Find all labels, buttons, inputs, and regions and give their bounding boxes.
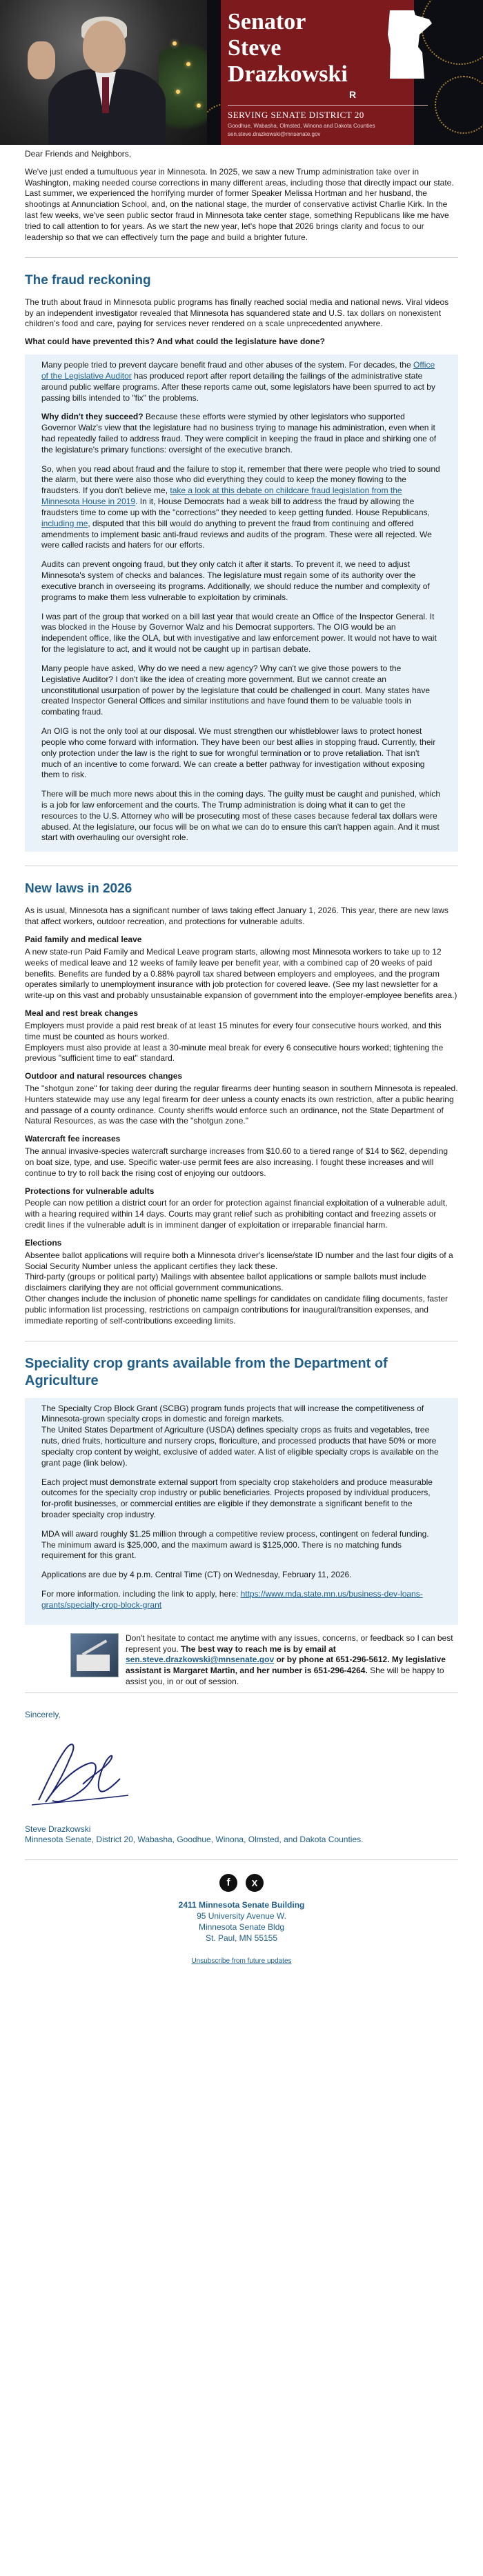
- fraud-paragraph: The truth about fraud in Minnesota public programs has finally reached social media and national news. Viral videos by an independent investigator revealed that Minnesota has squandered state and U.S. tax dollars on nonexistent children's food and care, paying for services never rendered on a scale unprecedented anywhere.: [25, 297, 449, 329]
- grants-heading: Speciality crop grants available from the Department of Agriculture: [25, 1355, 388, 1388]
- fraud-box-paragraph: An OIG is not the only tool at our disposal. We must strengthen our whistleblower laws to protect honest people who come forward with information. They have been our best allies in stopping fraud. Currently, their only protection under the law is the right to sue for wrongful termination or to prove retaliation. That isn't much of an incentive to come forward. We can create a better pathway for investigation without exposing them to risk.: [41, 726, 436, 780]
- fraud-box-paragraph: There will be much more news about this in the coming days. The guilty must be caught and punished, which is a job for law enforcement and the courts. The Trump administration is doing what it can to get the resources to the U.S. Attorney who will be prosecuting most of these cases because federal tax dollars were abused. At the legislature, our focus will be on what we can do to ensure this can't happen again. And it must start with overhauling our oversight role.: [41, 789, 441, 843]
- law-subheading: Protections for vulnerable adults: [25, 1186, 155, 1196]
- fraud-heading: The fraud reckoning: [25, 272, 151, 288]
- laws-intro: As is usual, Minnesota has a significant number of laws taking effect January 1, 2026. This year, there are new laws that affect workers, outdoor recreation, and protections for vulnerable adults.: [25, 906, 448, 927]
- law-body: A new state-run Paid Family and Medical Leave program starts, allowing most Minnesota workers to take up to 12 weeks of medical leave and 12 weeks of family leave per benefit year, with a combined cap of 20 weeks of paid benefits. Benefits are funded by a 0.88% payroll tax shared between employers and employees, and the program operates similarly to unemployment insurance with job protection for covered leave. (See my last newsletter for a write-up on this vast and probably unsustainable expansion of government into the employer-employee benefits area.): [25, 946, 457, 1001]
- fraud-question: What could have prevented this? And what could the legislature have done?: [25, 337, 325, 347]
- writing-photo: [70, 1633, 119, 1677]
- grant-paragraph: MDA will award roughly $1.25 million through a competitive review process, contingent on federal funding. The minimum award is $25,000, and the maximum award is $125,000. There is no matching funds requirement for this grant.: [41, 1528, 429, 1561]
- law-body: People can now petition a district court for an order for protection against financial exploitation of a vulnerable adult, with a hearing required within 14 days. Courts may grant relief such as prohibiting contact and freezing assets or credit lines if the vulnerable adult is in imminent danger of exploitation or irreparable financial harm.: [25, 1198, 448, 1230]
- office-building: 2411 Minnesota Senate Building: [178, 1900, 305, 1910]
- law-subheading: Watercraft fee increases: [25, 1134, 121, 1144]
- laws-heading: New laws in 2026: [25, 881, 132, 897]
- header-divider: [228, 105, 428, 106]
- law-body: Other changes include the inclusion of phonetic name spellings for candidates on candidate filing documents, faster public information list processing, restrictions on campaign contributions for inaugural/transition expenses, and immediate reporting of self-contributions exceeding limits.: [25, 1294, 448, 1326]
- contact-text: Don't hesitate to contact me anytime with any issues, concerns, or feedback so I can best represent you. The best way to reach me is by email at sen.steve.drazkowski@mnsenate.gov or by phone at 651-296-5612. My legislative assistant is Margaret Martin, and her number is 651-296-4264. She will be happy to assist you, in or out of session.: [126, 1633, 453, 1687]
- office-address-line: Minnesota Senate Bldg: [198, 1921, 285, 1932]
- fraud-box-paragraph: Audits can prevent ongoing fraud, but they only catch it after it starts. To prevent it, we need to adjust Minnesota's system of checks and balances. The legislature must regain some of its authority over the executive branch in overseeing its programs. Additionally, we should reduce the number and complexity of programs to make them less vulnerable to exploitation by criminals.: [41, 559, 430, 602]
- fraud-callout-box: [25, 355, 458, 852]
- signature-subtitle: Minnesota Senate, District 20, Wabasha, Goodhue, Winona, Olmsted, and Dakota Counties.: [25, 1835, 364, 1845]
- senator-photo: [0, 0, 207, 145]
- law-body: Employers must provide a paid rest break of at least 15 minutes for every four consecutive hours worked, and this time must be counted as hours worked.: [25, 1020, 442, 1041]
- grants-callout-box: [25, 1398, 458, 1625]
- header-title-line3: Drazkowski: [228, 61, 348, 87]
- header-email: sen.steve.drazkowski@mnsenate.gov: [228, 131, 321, 137]
- closing-sincerely: Sincerely,: [25, 1709, 61, 1719]
- header-title-line1: Senator: [228, 9, 306, 34]
- grant-paragraph: Applications are due by 4 p.m. Central Time (CT) on Wednesday, February 11, 2026.: [41, 1570, 352, 1580]
- grant-link[interactable]: https://www.mda.state.mn.us/business-dev-loans-grants/specialty-crop-block-grant: [41, 1589, 423, 1610]
- intro-paragraph: We've just ended a tumultuous year in Minnesota. In 2025, we saw a new Trump administration take over in Washington, making needed course corrections in many different areas, including those that directly impact our state. Last summer, we experienced the horrifying murder of former Speaker Melissa Hortman and her husband, the shootings at Annunciation School, and, on the national stage, the murder of conservative activist Charlie Kirk. In the last few weeks, we've seen public sector fraud in Minnesota take center stage, something Republicans like me have tried to call attention to for years. As we start the new year, let's hope that 2026 brings clarity and focus to our leadership so that we can effectively turn the page and build a brighter future.: [25, 166, 454, 242]
- fraud-box-paragraph: Many people have asked, Why do we need a new agency? Why can't we give those powers to the Legislative Auditor? I don't like the idea of creating more government. But we cannot create an unconstitutional usurpation of power by the legislature that could be challenged in court. Many states have created Inspector General Offices and similar institutions and have found them to be valuable tools in combating fraud.: [41, 663, 431, 717]
- office-address-line: 95 University Avenue W.: [197, 1911, 286, 1921]
- law-body: Employers must also provide at least a 30-minute meal break for every 6 consecutive hours worked; tightening the previous "sufficient time to eat" standard.: [25, 1042, 444, 1064]
- law-body: The "shotgun zone" for taking deer during the regular firearms deer hunting season in southern Minnesota is repealed. Hunters statewide may use any legal firearm for deer unless a county enacts its own restriction, after a public hearing and passage of a county ordinance. County sheriffs would enforce such an ordinance, not the State Department of Natural Resources, as was the case with the "shotgun zone.": [25, 1083, 458, 1126]
- office-address-line: St. Paul, MN 55155: [205, 1933, 278, 1943]
- new-laws-section: [25, 880, 458, 1326]
- grant-paragraph: For more information. including the link to apply, here: https://www.mda.state.mn.us/business-dev-loans-grants/specialty-crop-block-grant: [41, 1589, 423, 1610]
- social-links: [25, 1874, 458, 1892]
- law-body: Absentee ballot applications will require both a Minnesota driver's license/state ID number and the last four digits of a Social Security Number unless the applicant certifies they lack these.: [25, 1250, 453, 1271]
- grant-paragraph: Each project must demonstrate external support from specialty crop stakeholders and produce measurable outcomes for the specialty crop industry or public beneficiaries. Projects proposed by individual producers, for-profit businesses, or commercial entities are eligible if they demonstrate a significant benefit to the broader specialty crop industry.: [41, 1477, 433, 1519]
- signature: [25, 1721, 458, 1824]
- fraud-box-paragraph: So, when you read about fraud and the failure to stop it, remember that there were people who tried to sound the alarm, but there were also those who did everything they could to keep the money flowing to the fraudsters. If you don't believe me, take a look at this debate on childcare fraud legislation from the Minnesota House in 2019. In it, House Democrats had a weak bill to address the fraud by allowing the fraudsters time to come up with the "corrections" they needed to keep getting funded. House Republicans, including me, disputed that this bill would do anything to prevent the fraud from continuing and offered amendments to implement basic anti-fraud reviews and audits of the program. These were all rejected. We were called racists and haters for our efforts.: [41, 463, 440, 550]
- fraud-box-paragraph: Many people tried to prevent daycare benefit fraud and other abuses of the system. For decades, the Office of the Legislative Auditor has produced report after report detailing the failings of the administrative state around public welfare programs. After these reports came out, some legislators have been spurred to act by passing bills intended to "fix" the problems.: [41, 360, 435, 403]
- republican-logo: R: [349, 89, 357, 100]
- district-label: SERVING SENATE DISTRICT 20: [228, 110, 364, 120]
- fraud-box-paragraph: I was part of the group that worked on a bill last year that would create an Office of the Inspector General. It was blocked in the House by Governor Walz and his Democrat supporters. The OIG would be an independent office, like the OLA, but with investigative and law enforcement power. It would not have to wait for the legislature to act, and it would not be caught up in partisan debate.: [41, 611, 437, 655]
- contact-block: [25, 1633, 458, 1687]
- header-title-line2: Steve: [228, 35, 282, 61]
- contact-email-link[interactable]: sen.steve.drazkowski@mnsenate.gov: [126, 1655, 275, 1665]
- fraud-box-paragraph: Why didn't they succeed? Because these efforts were stymied by other legislators who supported Governor Walz's view that the legislature had no business trying to manage his administration, even when it had repeatedly failed to address fraud. They were complicit in keeping the fraud in place and shirking one of the legislature's primary functions: oversight of the executive branch.: [41, 412, 437, 455]
- law-subheading: Elections: [25, 1237, 62, 1248]
- footer: [25, 1874, 458, 1975]
- debate-link[interactable]: take a look at this debate on childcare fraud legislation from the Minnesota House in 2019: [41, 486, 402, 507]
- section-divider: [25, 257, 458, 258]
- counties-label: Goodhue, Wabasha, Olmsted, Winona and Dakota Counties: [228, 123, 375, 129]
- section-divider: [25, 1859, 458, 1860]
- signature-name: Steve Drazkowski: [25, 1824, 91, 1834]
- x-icon[interactable]: X: [246, 1874, 264, 1892]
- header-banner: [0, 0, 483, 145]
- unsubscribe-link[interactable]: Unsubscribe from future updates: [191, 1957, 292, 1965]
- minnesota-map-icon: [386, 7, 435, 83]
- signature-drawing: [25, 1721, 135, 1817]
- including-me-link[interactable]: including me: [41, 518, 88, 528]
- facebook-icon[interactable]: f: [219, 1874, 237, 1892]
- greeting: Dear Friends and Neighbors,: [25, 149, 132, 159]
- law-subheading: Meal and rest break changes: [25, 1008, 139, 1019]
- law-body: The annual invasive-species watercraft surcharge increases from $10.60 to a tiered range of $14 to $62, depending on boat size, type, and use. Specific water-use permit fees are also increasing. I fought these increases and will continue to try to roll back the rising cost of enjoying our outdoors.: [25, 1146, 448, 1178]
- ola-link[interactable]: Office of the Legislative Auditor: [41, 360, 435, 381]
- law-subheading: Outdoor and natural resources changes: [25, 1071, 183, 1081]
- law-subheading: Paid family and medical leave: [25, 935, 142, 945]
- grant-paragraph: The Specialty Crop Block Grant (SCBG) program funds projects that will increase the competitiveness of Minnesota-grown specialty crops in domestic and foreign markets. The United States Department of Agriculture (USDA) defines specialty crops as fruits and vegetables, tree nuts, dried fruits, horticulture and nursery crops, floriculture, and processed products that have 50% or more specialty crop content by weight, exclusive of added water. A list of eligible specialty crops is available on the grant page (link below).: [41, 1403, 439, 1468]
- law-body: Third-party (groups or political party) Mailings with absentee ballot applications or sample ballots must include disclaimers clarifying they are not official government communications.: [25, 1272, 426, 1293]
